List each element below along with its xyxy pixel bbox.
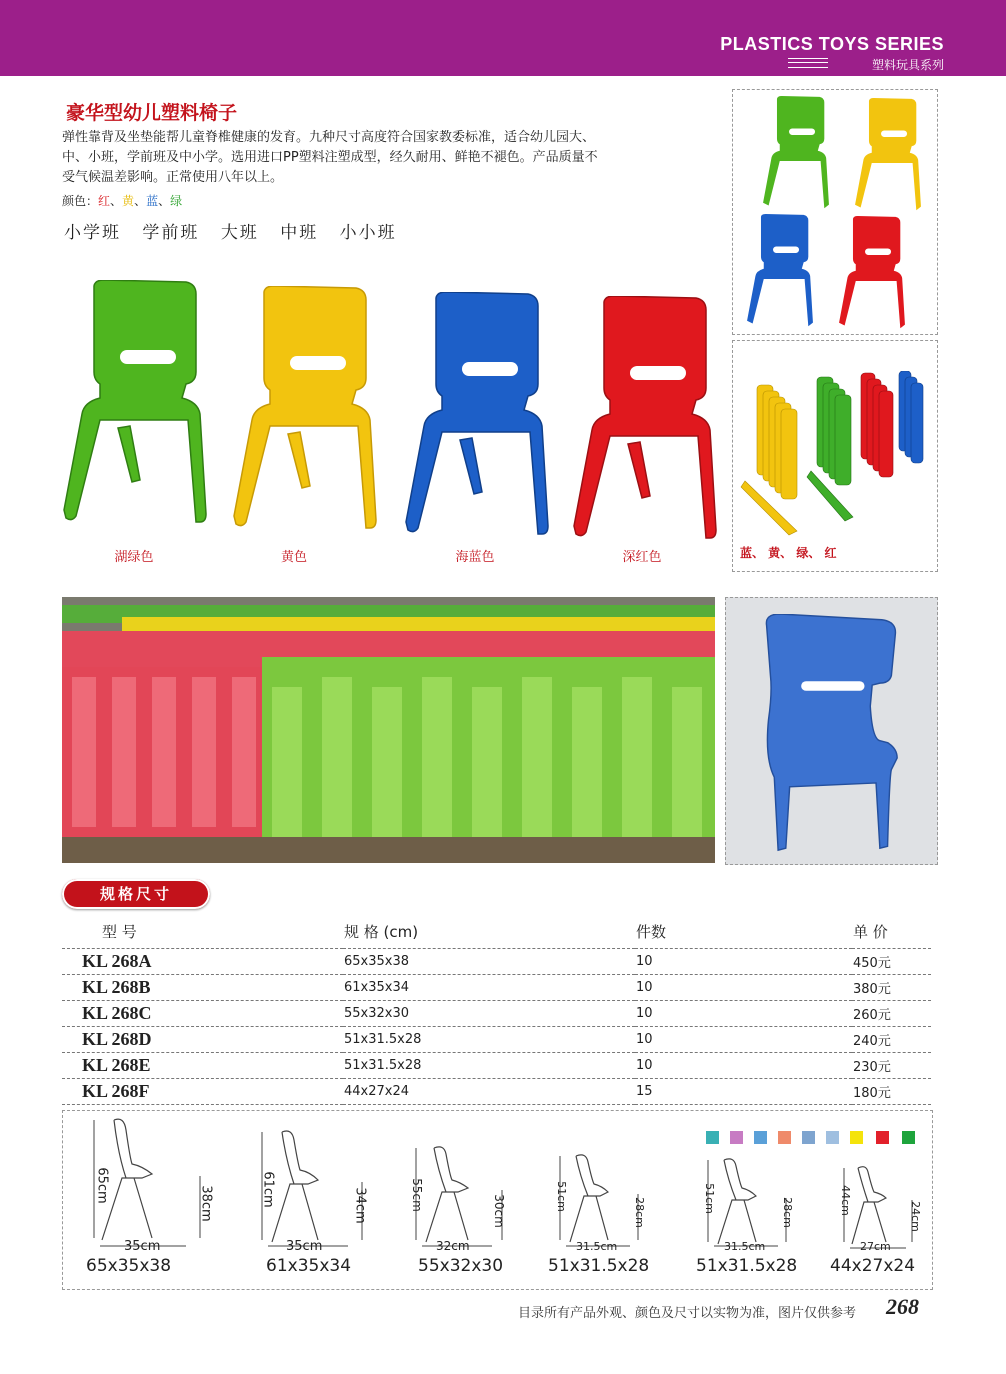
description-line: 受气候温差影响。正常使用八年以上。 [62, 170, 284, 185]
mini-chair-yellow [853, 98, 923, 214]
warehouse-photo [62, 597, 715, 863]
chair-image-green [60, 280, 210, 530]
colors-label: 颜色： [62, 194, 99, 208]
diagram-label: 51x31.5x28 [548, 1256, 650, 1276]
class-level: 中班 [280, 223, 319, 243]
color-swatch [850, 1131, 863, 1144]
diagram-label: 61x35x34 [266, 1256, 352, 1276]
header-size: 规 格 (cm) [343, 914, 635, 949]
chair-image-yellow [230, 286, 380, 536]
chair-caption-green: 湖绿色 [114, 550, 154, 565]
chair-caption-red: 深红色 [622, 550, 662, 565]
color-swatch [706, 1131, 719, 1144]
row-model: KL 268D [62, 1027, 343, 1053]
header-qty: 件数 [635, 914, 852, 949]
mini-chair-green [761, 96, 831, 212]
row-price: 240元 [852, 1027, 931, 1053]
diagram-height: 51cm [702, 1183, 716, 1214]
chair-image-red [570, 296, 720, 546]
diagram-seat-height: 28cm [780, 1197, 794, 1228]
row-size: 65x35x38 [343, 949, 635, 975]
table-row [62, 975, 931, 1001]
warehouse-photo-illustration [62, 597, 715, 863]
blue-chair-closeup [754, 614, 904, 854]
row-size: 55x32x30 [343, 1001, 635, 1027]
diagram-depth: 31.5cm [724, 1240, 766, 1253]
spec-table [62, 914, 931, 1105]
diagram-label: 55x32x30 [418, 1256, 504, 1276]
diagram-depth: 35cm [286, 1239, 323, 1254]
chair-caption-blue: 海蓝色 [455, 550, 495, 565]
row-model: KL 268F [62, 1079, 343, 1105]
row-qty: 10 [635, 949, 852, 975]
row-size: 51x31.5x28 [343, 1053, 635, 1079]
chair-image-blue [402, 292, 552, 542]
class-level: 小小班 [339, 223, 397, 243]
description-line: 弹性靠背及坐垫能帮儿童脊椎健康的发育。九种尺寸高度符合国家教委标准，适合幼儿园大、 [62, 130, 596, 145]
header-price: 单 价 [852, 914, 931, 949]
color-swatch [730, 1131, 743, 1144]
chair-diagram-3 [406, 1140, 526, 1254]
stack-caption: 蓝、 黄、 绿、 红 [740, 546, 837, 560]
diagram-seat-height: 24cm [908, 1201, 922, 1232]
table-row [62, 949, 931, 975]
spec-badge: 规格尺寸 [62, 879, 210, 909]
class-level: 学前班 [142, 223, 200, 243]
diagram-depth: 32cm [436, 1239, 470, 1253]
diagram-depth: 31.5cm [576, 1240, 618, 1253]
diagram-seat-height: 28cm [632, 1197, 646, 1228]
diagram-height: 55cm [409, 1178, 424, 1212]
page-number: 268 [886, 1294, 919, 1319]
series-title-cn: 塑料玩具系列 [871, 58, 944, 72]
color-red: 红 [98, 194, 111, 208]
diagram-label: 65x35x38 [86, 1256, 172, 1276]
diagram-height: 65cm [94, 1167, 110, 1204]
color-swatch [876, 1131, 889, 1144]
diagram-label: 51x31.5x28 [696, 1256, 798, 1276]
diagram-seat-height: 34cm [352, 1187, 368, 1224]
footer-note: 目录所有产品外观、颜色及尺寸以实物为准，图片仅供参考 [518, 1306, 857, 1321]
color-swatch [778, 1131, 791, 1144]
row-model: KL 268A [62, 949, 343, 975]
diagram-label: 44x27x24 [830, 1256, 916, 1276]
diagram-seat-height: 38cm [198, 1185, 214, 1222]
color-options [62, 192, 182, 209]
series-title-en: PLASTICS TOYS SERIES [720, 34, 944, 54]
blue-chair-photo-box [725, 597, 938, 865]
row-price: 260元 [852, 1001, 931, 1027]
row-size: 51x31.5x28 [343, 1027, 635, 1053]
row-price: 180元 [852, 1079, 931, 1105]
mini-chair-red [837, 216, 907, 332]
color-swatch [802, 1131, 815, 1144]
stacked-chairs-box [732, 340, 938, 572]
mini-chair-blue [745, 214, 815, 330]
row-size: 61x35x34 [343, 975, 635, 1001]
row-model: KL 268C [62, 1001, 343, 1027]
description-line: 中、小班，学前班及中小学。选用进口PP塑料注塑成型，经久耐用、鲜艳不褪色。产品质量不 [62, 150, 598, 165]
spec-table-header [62, 914, 931, 949]
row-qty: 15 [635, 1079, 852, 1105]
color-swatch [902, 1131, 915, 1144]
row-model: KL 268B [62, 975, 343, 1001]
row-price: 230元 [852, 1053, 931, 1079]
diagram-height: 51cm [554, 1181, 568, 1212]
color-swatch [754, 1131, 767, 1144]
class-level: 小学班 [64, 223, 121, 243]
class-levels [64, 218, 411, 243]
diagram-height: 44cm [838, 1185, 852, 1216]
row-qty: 10 [635, 1001, 852, 1027]
header-decor-lines [788, 58, 828, 68]
table-row [62, 1001, 931, 1027]
diagram-depth: 27cm [860, 1240, 891, 1253]
diagram-depth: 35cm [124, 1239, 161, 1254]
chair-caption-yellow: 黄色 [280, 550, 307, 565]
stacked-chairs-image [737, 371, 933, 541]
color-swatch [826, 1131, 839, 1144]
color-yellow: 黄 [122, 194, 135, 208]
table-row [62, 1053, 931, 1079]
header-banner [0, 0, 1006, 76]
class-level: 大班 [220, 223, 259, 243]
row-qty: 10 [635, 1027, 852, 1053]
color-separator: 、 [134, 194, 147, 208]
row-price: 450元 [852, 949, 931, 975]
diagram-height: 61cm [260, 1171, 276, 1208]
product-description [62, 128, 702, 188]
color-green: 绿 [170, 194, 183, 208]
row-size: 44x27x24 [343, 1079, 635, 1105]
table-row [62, 1027, 931, 1053]
row-qty: 10 [635, 975, 852, 1001]
header-model: 型 号 [62, 914, 343, 949]
product-title: 豪华型幼儿塑料椅子 [66, 102, 238, 124]
color-blue: 蓝 [146, 194, 159, 208]
table-row [62, 1079, 931, 1105]
color-separator: 、 [110, 194, 123, 208]
color-separator: 、 [158, 194, 171, 208]
row-qty: 10 [635, 1053, 852, 1079]
row-model: KL 268E [62, 1053, 343, 1079]
row-price: 380元 [852, 975, 931, 1001]
four-chairs-box [732, 89, 938, 335]
diagram-seat-height: 30cm [491, 1194, 506, 1228]
